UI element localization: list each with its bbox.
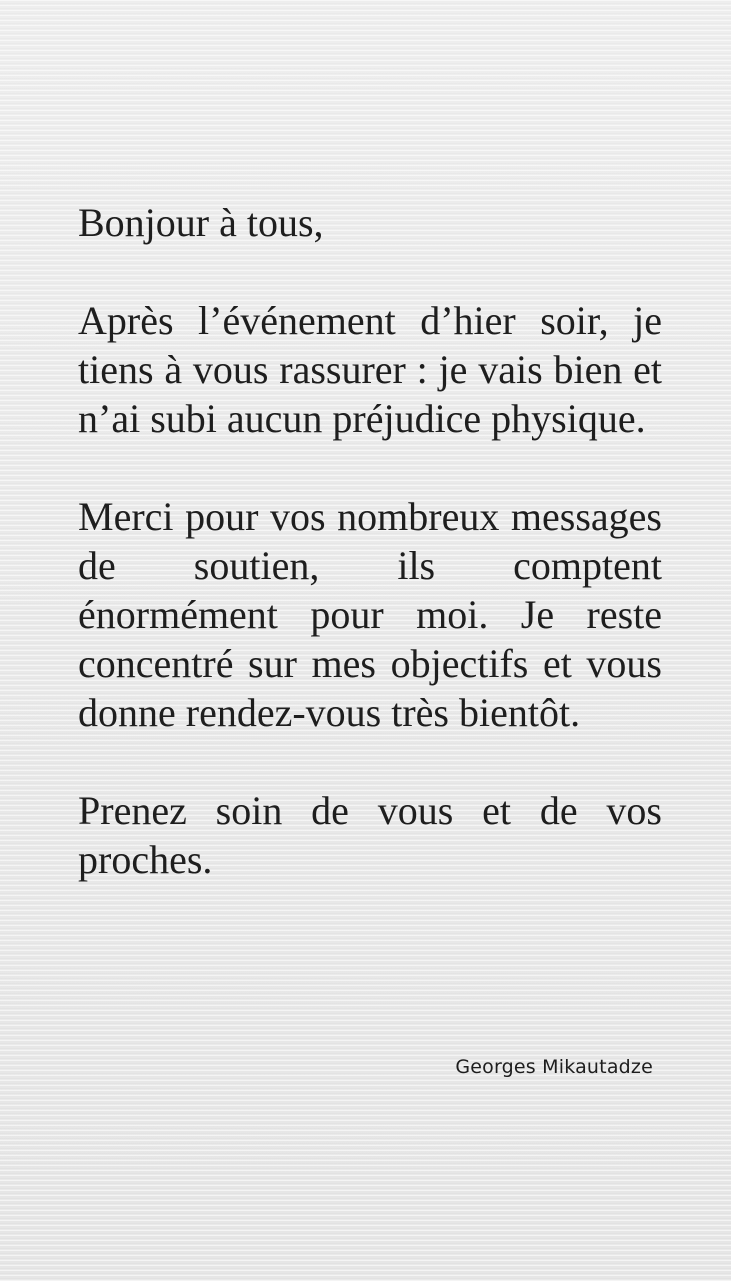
signature: Georges Mikautadze: [455, 1056, 653, 1078]
paragraph-closing: Prenez soin de vous et de vos proches.: [78, 788, 662, 882]
letter-greeting: Bonjour à tous,: [78, 200, 324, 245]
letter-body: [78, 198, 662, 884]
paragraph-thanks: Merci pour vos nombreux messages de soutien, ils comptent énormément pour moi. Je reste concentré sur mes objectifs et vous donne rendez-vous très bientôt.: [78, 494, 662, 735]
paragraph-reassurance: Après l’événement d’hier soir, je tiens à vous rassurer : je vais bien et n’ai subi aucun préjudice physique.: [78, 298, 662, 441]
